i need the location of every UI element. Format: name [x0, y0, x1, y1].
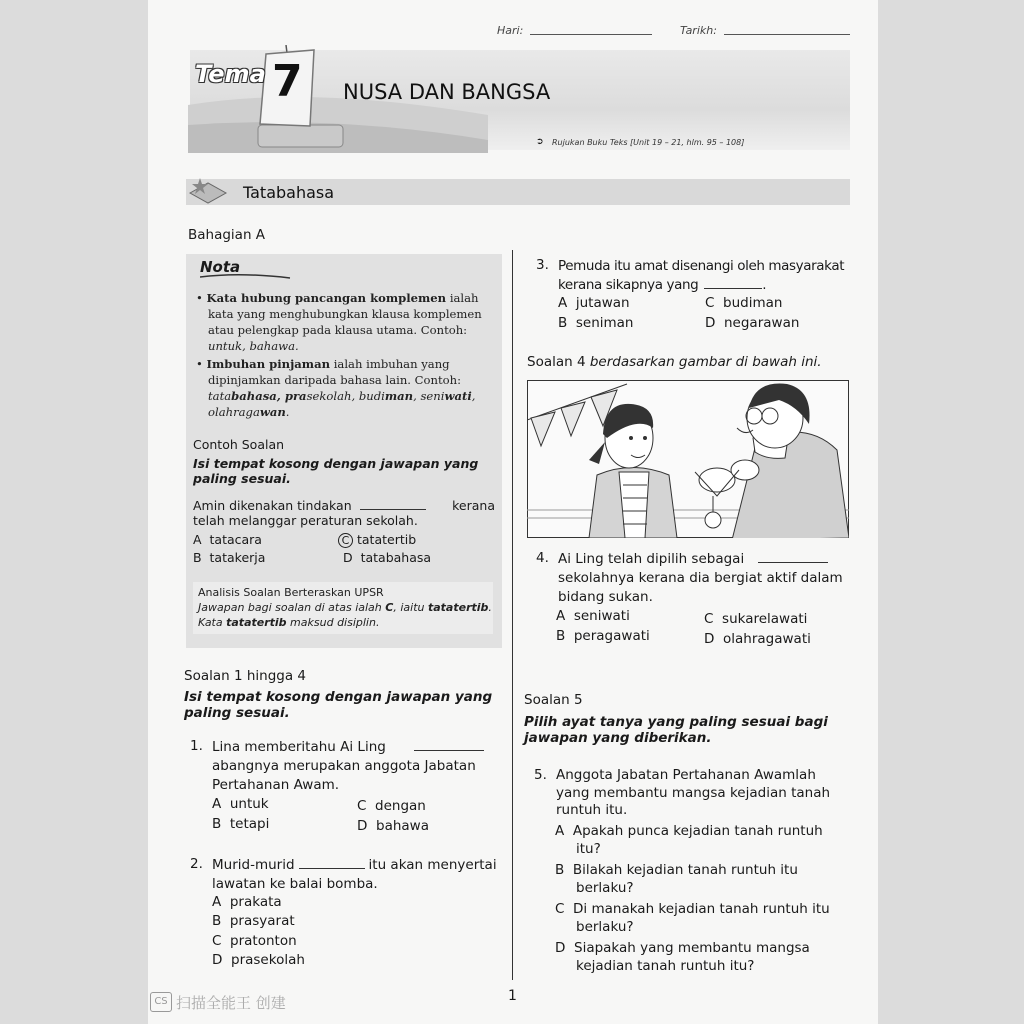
q3-option-b: B seniman — [558, 315, 634, 331]
part-label: Bahagian A — [188, 227, 266, 243]
q5-option-c: C Di manakah kejadian tanah runtuh itu berlaku? — [555, 901, 830, 935]
column-divider — [512, 250, 513, 980]
q2-option-b: B prasyarat — [212, 913, 295, 929]
answer-circle: C — [338, 533, 353, 548]
contoh-option-a: A tatacara — [193, 532, 262, 547]
analisis-title: Analisis Soalan Berteraskan UPSR — [198, 586, 384, 599]
nota-underline — [200, 272, 295, 282]
camscanner-logo-icon: CS — [150, 992, 172, 1012]
page-title: NUSA DAN BANGSA — [343, 80, 551, 104]
q5-heading: Soalan 5 — [524, 692, 583, 708]
q4-illustration — [527, 380, 849, 538]
tarikh-label: Tarikh: — [680, 24, 717, 37]
analisis-line-1: Jawapan bagi soalan di atas ialah C, iaitu tatatertib. — [198, 601, 492, 614]
contoh-option-b: B tatakerja — [193, 550, 266, 565]
page-number: 1 — [508, 988, 517, 1004]
q5-option-a: A Apakah punca kejadian tanah runtuh itu? — [555, 823, 823, 857]
section-title: Tatabahasa — [243, 183, 335, 202]
q2-option-a: A prakata — [212, 894, 282, 910]
contoh-question: Amin dikenakan tindakan kerana telah melanggar peraturan sekolah. — [193, 498, 495, 528]
q3-stem: Pemuda itu amat disenangi oleh masyarakat kerana sikapnya yang . — [558, 258, 845, 293]
hari-label: Hari: — [497, 24, 524, 37]
q1-option-a: A untuk — [212, 796, 269, 812]
q4-option-a: A seniwati — [556, 608, 630, 624]
q5-stem: Anggota Jabatan Pertahanan Awamlah yang membantu mangsa kejadian tanah runtuh itu. — [556, 767, 831, 818]
q5-number: 5. — [534, 767, 547, 783]
book-star-icon — [186, 175, 230, 207]
q1-option-d: D bahawa — [357, 818, 429, 834]
rujukan-text: Rujukan Buku Teks [Unit 19 – 21, hlm. 95 – 108] — [552, 138, 745, 147]
q4-intro: Soalan 4 berdasarkan gambar di bawah ini. — [527, 354, 822, 370]
q2-option-d: D prasekolah — [212, 952, 305, 968]
q4-number: 4. — [536, 550, 549, 566]
q3-option-a: A jutawan — [558, 295, 630, 311]
nota-heading: Nota — [200, 258, 241, 276]
hari-blank — [530, 34, 652, 35]
contoh-option-d: D tatabahasa — [343, 550, 432, 565]
q3-option-d: D negarawan — [705, 315, 800, 331]
q3-number: 3. — [536, 257, 549, 273]
q2-number: 2. — [190, 856, 203, 872]
q1-number: 1. — [190, 738, 203, 754]
q4-option-d: D olahragawati — [704, 631, 811, 647]
questions-heading: Soalan 1 hingga 4 — [184, 668, 307, 684]
q4-option-b: B peragawati — [556, 628, 650, 644]
nota-bullet-2: • Imbuhan pinjaman ialah imbuhan yang dipinjamkan daripada bahasa lain. Contoh: tatabahasa, prasekolah, budiman, seniwati, olahragawan. — [196, 357, 476, 419]
contoh-heading: Contoh Soalan — [193, 437, 285, 452]
book-arrow-icon: ➲ — [536, 137, 544, 147]
q3-option-c: C budiman — [705, 295, 783, 311]
q5-option-d: D Siapakah yang membantu mangsa kejadian tanah runtuh itu? — [555, 940, 810, 974]
q1-option-c: C dengan — [357, 798, 426, 814]
watermark-text: 扫描全能王 创建 — [176, 994, 286, 1012]
q2-option-c: C pratonton — [212, 933, 297, 949]
q1-option-b: B tetapi — [212, 816, 270, 832]
tarikh-blank — [724, 34, 850, 35]
tema-label: Tema — [195, 60, 266, 88]
tema-number: 7 — [272, 56, 303, 107]
questions-instruction: Isi tempat kosong dengan jawapan yang paling sesuai. — [184, 689, 493, 721]
nota-bullet-1: • Kata hubung pancangan komplemen ialah kata yang menghubungkan klausa komplemen atau pelengkap pada klausa utama. Contoh: untuk, bahawa. — [196, 291, 482, 353]
contoh-option-c: C tatatertib — [338, 532, 416, 548]
q2-stem: Murid-murid itu akan menyertai lawatan ke balai bomba. — [212, 857, 497, 892]
q5-option-b: B Bilakah kejadian tanah runtuh itu berlaku? — [555, 862, 798, 896]
q5-instruction: Pilih ayat tanya yang paling sesuai bagi jawapan yang diberikan. — [524, 714, 828, 746]
q4-stem: Ai Ling telah dipilih sebagai sekolahnya kerana dia bergiat aktif dalam bidang sukan. — [558, 551, 843, 605]
analisis-line-2: Kata tatatertib maksud disiplin. — [198, 616, 380, 629]
q1-stem: Lina memberitahu Ai Ling abangnya merupakan anggota Jabatan Pertahanan Awam. — [212, 738, 502, 795]
q4-option-c: C sukarelawati — [704, 611, 808, 627]
contoh-instruction: Isi tempat kosong dengan jawapan yang paling sesuai. — [193, 456, 479, 486]
